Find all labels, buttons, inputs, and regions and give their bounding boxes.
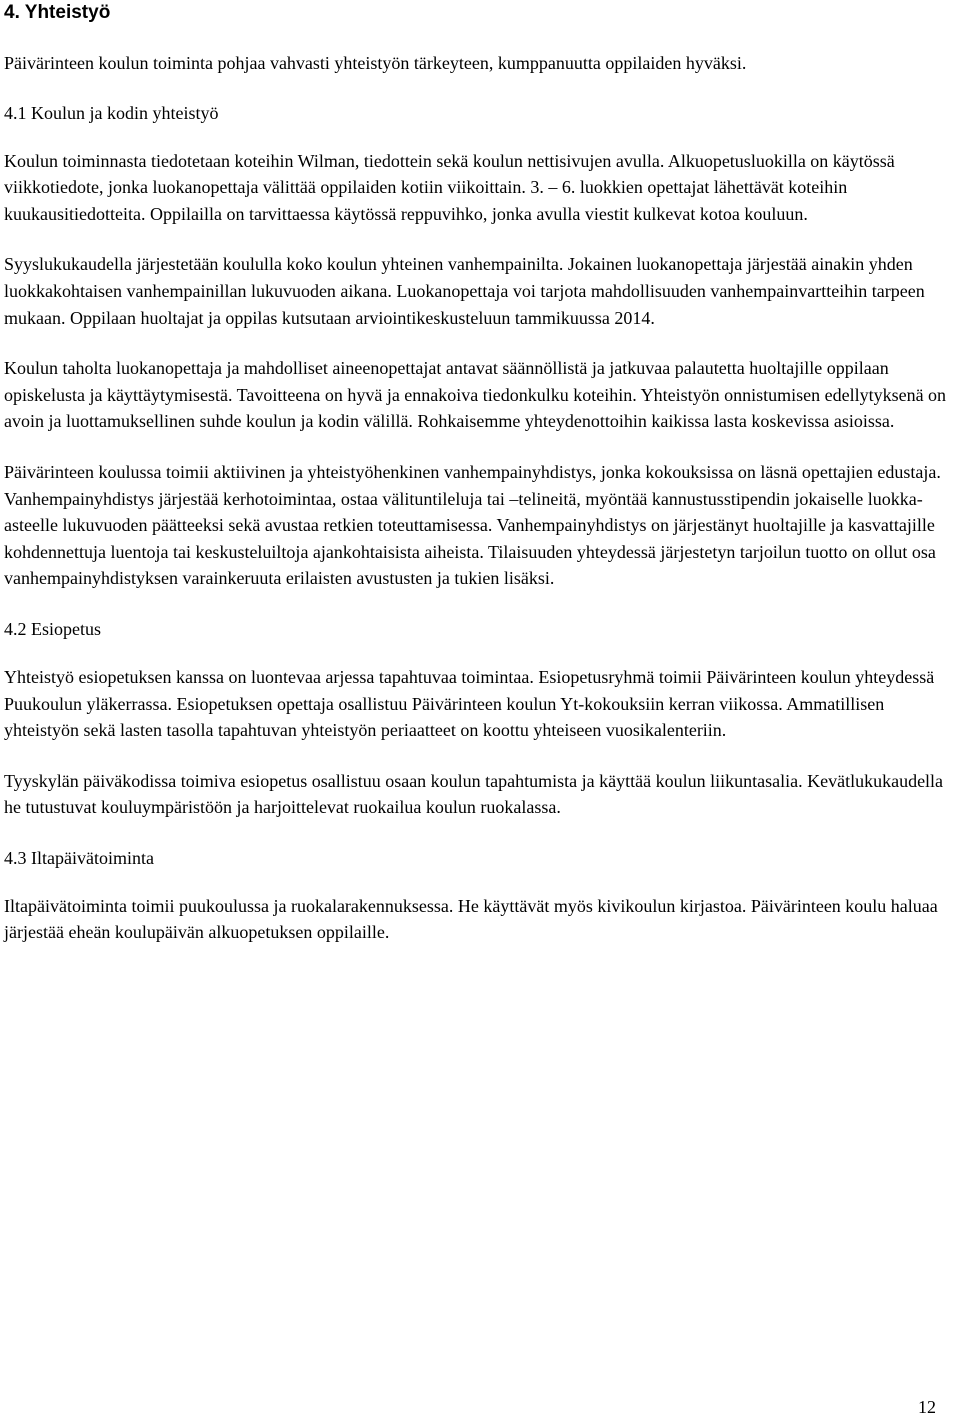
chapter-heading: 4. Yhteistyö xyxy=(4,2,111,23)
section-4-2-title: 4.2 Esiopetus xyxy=(4,618,101,639)
section-4-1-paragraph-3: Koulun taholta luokanopettaja ja mahdolliset aineenopettajat antavat säännöllistä ja jatkuvaa palautetta huoltajille oppilaan opiskelusta ja käyttäytymisestä. Tavoitteena on hyvä ja ennakoiva tiedonkulku koteihin. Yhteistyön onnistumisen edellytyksenä on avoin ja luottamuksellinen suhde koulun ja kodin välillä. Rohkaisemme yhteydenottoihin kaikissa lasta koskevissa asioissa. xyxy=(4,358,947,432)
section-4-1-paragraph-4: Päivärinteen koulussa toimii aktiivinen ja yhteistyöhenkinen vanhempainyhdistys, jonka kokouksissa on läsnä opettajien edustaja. Vanhempainyhdistys järjestää kerhotoimintaa, ostaa välituntileluja tai –telineitä, myöntää kannustusstipendin jokaiselle luokka-asteelle lukuvuoden päätteeksi sekä avustaa retkien toteuttamisessa. Vanhempainyhdistys on järjestänyt huoltajille ja kasvattajille kohdennettuja luentoja tai keskusteluiltoja ajankohtaisista aiheista. Tilaisuuden yhteydessä järjestetyn tarjoilun tuotto on ollut osa vanhempainyhdistyksen varainkeruuta erilaisten avustusten ja tukien lisäksi. xyxy=(4,461,941,589)
section-4-3-title: 4.3 Iltapäivätoiminta xyxy=(4,847,154,868)
section-4-2-paragraph-1: Yhteistyö esiopetuksen kanssa on luontevaa arjessa tapahtuvaa toimintaa. Esiopetusryhmä toimii Päivärinteen koulun yhteydessä Puukoulun yläkerrassa. Esiopetuksen opettaja osallistuu Päivärinteen koulun Yt-kokouksiin kerran viikossa. Ammatillisen yhteistyön sekä lasten tasolla tapahtuvan yhteistyön periaatteet on koottu yhteiseen vuosikalenteriin. xyxy=(4,666,935,741)
section-4-3-paragraph-1: Iltapäivätoiminta toimii puukoulussa ja ruokalarakennuksessa. He käyttävät myös kivikoulun kirjastoa. Päivärinteen koulu haluaa järjestää eheän koulupäivän alkuopetuksen oppilaille. xyxy=(4,895,938,943)
section-4-2-paragraph-2: Tyyskylän päiväkodissa toimiva esiopetus osallistuu osaan koulun tapahtumista ja käyttää koulun liikuntasalia. Kevätlukukaudella he tutustuvat kouluympäristöön ja harjoittelevat ruokailua koulun ruokalassa. xyxy=(4,770,944,818)
intro-paragraph: Päivärinteen koulun toiminta pohjaa vahvasti yhteistyön tärkeyteen, kumppanuutta oppilaiden hyväksi. xyxy=(4,53,747,73)
document-page xyxy=(4,0,952,946)
section-4-1-paragraph-1: Koulun toiminnasta tiedotetaan koteihin Wilman, tiedottein sekä koulun nettisivujen avulla. Alkuopetusluokilla on käytössä viikkotiedote, jonka luokanopettaja välittää oppilaiden kotiin viikoittain. 3. – 6. luokkien opettajat lähettävät koteihin kuukausitiedotteita. Oppilailla on tarvittaessa käytössä reppuvihko, jonka avulla viestit kulkevat kotoa kouluun. xyxy=(4,150,895,224)
page-number: 12 xyxy=(918,1397,936,1417)
section-4-1-paragraph-2: Syyslukukaudella järjestetään koululla koko koulun yhteinen vanhempainilta. Jokainen luokanopettaja järjestää ainakin yhden luokkakohtaisen vanhempainillan lukuvuoden aikana. Luokanopettaja voi tarjota mahdollisuuden vanhempainvartteihin tarpeen mukaan. Oppilaan huoltajat ja oppilas kutsutaan arviointikeskusteluun tammikuussa 2014. xyxy=(4,254,925,328)
section-4-1-title: 4.1 Koulun ja kodin yhteistyö xyxy=(4,102,219,123)
